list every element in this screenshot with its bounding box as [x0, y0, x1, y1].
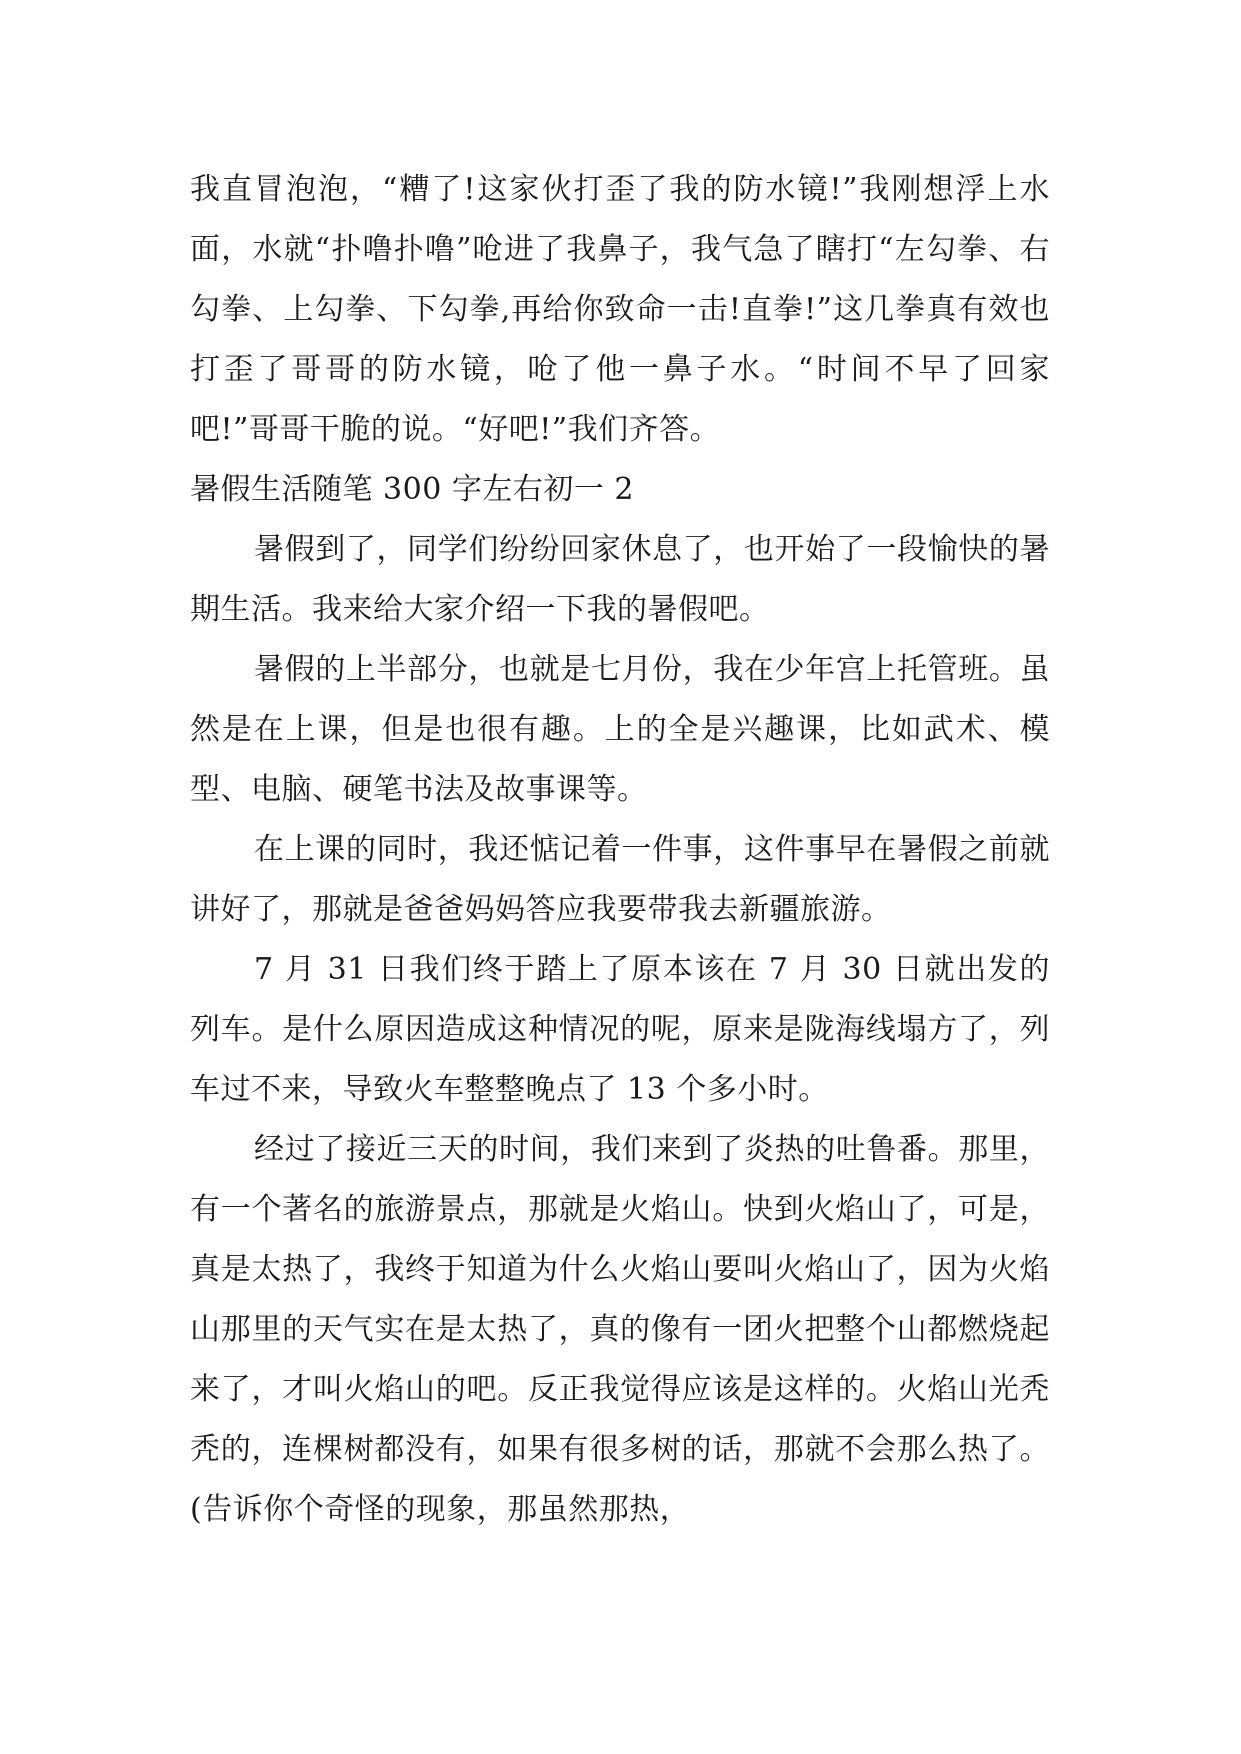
document-body [190, 160, 1050, 1540]
paragraph: 暑假的上半部分，也就是七月份，我在少年宫上托管班。虽然是在上课，但是也很有趣。上的全是兴趣课，比如武术、模型、电脑、硬笔书法及故事课等。 [190, 652, 1050, 807]
paragraph: 经过了接近三天的时间，我们来到了炎热的吐鲁番。那里，有一个著名的旅游景点，那就是火焰山。快到火焰山了，可是，真是太热了，我终于知道为什么火焰山要叫火焰山了，因为火焰山那里的天气实在是太热了，真的像有一团火把整个山都燃烧起来了，才叫火焰山的吧。反正我觉得应该是这样的。火焰山光秃秃的，连棵树都没有，如果有很多树的话，那就不会那么热了。(告诉你个奇怪的现象，那虽然那热， [190, 1132, 1050, 1527]
continuation-paragraph: 我直冒泡泡，“糟了!这家伙打歪了我的防水镜!”我刚想浮上水面，水就“扑噜扑噜”呛进了我鼻子，我气急了瞎打“左勾拳、右勾拳、上勾拳、下勾拳,再给你致命一击!直拳!”这几拳真有效也打歪了哥哥的防水镜，呛了他一鼻子水。“时间不早了回家吧!”哥哥干脆的说。“好吧!”我们齐答。 [190, 172, 1050, 447]
section-title: 暑假生活随笔 300 字左右初一 2 [190, 472, 634, 507]
paragraph: 7 月 31 日我们终于踏上了原本该在 7 月 30 日就出发的列车。是什么原因造成这种情况的呢，原来是陇海线塌方了，列车过不来，导致火车整整晚点了 13 个多小时。 [190, 952, 1050, 1107]
paragraph: 暑假到了，同学们纷纷回家休息了，也开始了一段愉快的暑期生活。我来给大家介绍一下我的暑假吧。 [190, 532, 1050, 627]
paragraph: 在上课的同时，我还惦记着一件事，这件事早在暑假之前就讲好了，那就是爸爸妈妈答应我要带我去新疆旅游。 [190, 832, 1050, 927]
